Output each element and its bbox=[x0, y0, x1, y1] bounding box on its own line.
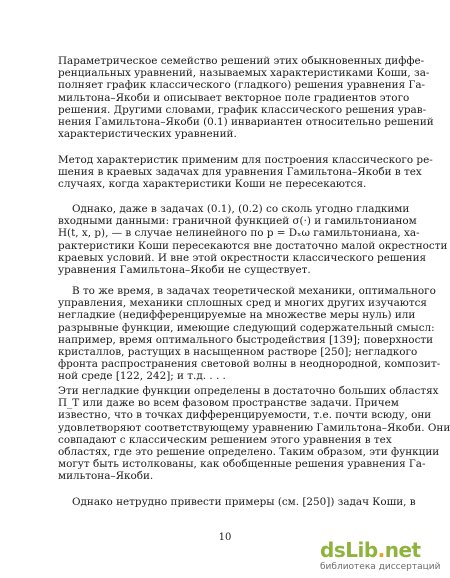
text-line: разрывные функции, имеющие следующий содержательный смысл: bbox=[58, 321, 435, 334]
paragraph-2 bbox=[58, 154, 433, 191]
watermark-logo bbox=[320, 538, 421, 562]
text-line: управления, механики сплошных сред и многих других изучаются bbox=[58, 297, 427, 310]
paragraph-3 bbox=[58, 203, 448, 277]
text-line: уравнения Гамильтона–Якоби не существует. bbox=[58, 264, 311, 277]
text-line: шения в краевых задачах для уравнения Гамильтона–Якоби в тех bbox=[58, 166, 422, 179]
watermark-logo-dot: . bbox=[377, 538, 385, 562]
text-line: Параметрическое семейство решений этих обыкновенных диффе- bbox=[58, 55, 425, 67]
text-line: Однако, даже в задачах (0.1), (0.2) со сколь угодно гладкими bbox=[72, 203, 410, 215]
watermark-logo-tld: net bbox=[384, 538, 421, 562]
text-line: случаях, когда характеристики Коши не пересекаются. bbox=[58, 178, 367, 191]
text-line: фронта распространения световой волны в неоднородной, композит- bbox=[58, 358, 441, 371]
text-line: полняет график классического (гладкого) решения уравнения Га- bbox=[58, 79, 426, 92]
paragraph-4 bbox=[58, 285, 441, 383]
page-number: 10 bbox=[218, 532, 232, 543]
paragraph-1 bbox=[58, 55, 434, 141]
text-line: областях, где это решение определено. Таким образом, эти функции bbox=[58, 446, 440, 459]
text-line: удовлетворяют соответствующему уравнению Гамильтона–Якоби. Они bbox=[58, 421, 450, 434]
text-line: например, время оптимального быстродействия [139]; поверхности bbox=[58, 333, 434, 346]
text-line: Эти негладкие функции определены в достаточно больших областях bbox=[58, 385, 439, 397]
text-line: входными данными: граничной функцией σ(·) и гамильтонианом bbox=[58, 215, 417, 228]
paragraph-5 bbox=[58, 385, 450, 483]
text-line: H(t, x, p), — в случае нелинейного по p = Dₓω гамильтониана, ха- bbox=[58, 227, 420, 240]
text-line: рактеристики Коши пересекаются вне достаточно малой окрестности bbox=[58, 239, 448, 252]
text-line: нения Гамильтона–Якоби (0.1) инвариантен относительно решений bbox=[58, 116, 434, 129]
watermark-tagline: библиотека диссертаций bbox=[320, 562, 441, 572]
watermark bbox=[320, 538, 440, 572]
text-line: мильтона–Якоби. bbox=[58, 470, 154, 483]
text-line: кристаллов, растущих в насыщенном растворе [250]; негладкого bbox=[58, 346, 418, 359]
text-line: ренциальных уравнений, называемых характеристиками Коши, за- bbox=[58, 67, 430, 80]
text-line: краевых условий. И вне этой окрестности классического решения bbox=[58, 251, 427, 264]
text-line: Метод характеристик применим для построения классического ре- bbox=[58, 154, 433, 166]
text-line: ной среде [122, 242]; и т.д. . . . bbox=[58, 370, 226, 383]
text-line: В то же время, в задачах теоретической механики, оптимального bbox=[72, 285, 436, 297]
text-line: характеристических уравнений. bbox=[58, 128, 237, 141]
text-line: негладкие (недифференцируемые на множестве меры нуль) или bbox=[58, 309, 416, 322]
text-line: могут быть истолкованы, как обобщенные решения уравнения Га- bbox=[58, 458, 426, 471]
text-line: известно, что в точках дифференцируемости, т.е. почти всюду, они bbox=[58, 409, 432, 422]
text-line: Π_T или даже во всем фазовом пространстве задачи. Причем bbox=[58, 397, 399, 410]
text-line: совпадают с классическим решением этого уравнения в тех bbox=[58, 433, 392, 446]
watermark-logo-main: dsLib bbox=[320, 538, 378, 562]
paragraph-6 bbox=[58, 496, 416, 508]
text-line: Однако нетрудно привести примеры (см. [250]) задач Коши, в bbox=[72, 496, 416, 508]
text-line: решения. Другими словами, график классического решения урав- bbox=[58, 103, 427, 116]
text-line: мильтона–Якоби и описывает векторное поле градиентов этого bbox=[58, 91, 410, 104]
